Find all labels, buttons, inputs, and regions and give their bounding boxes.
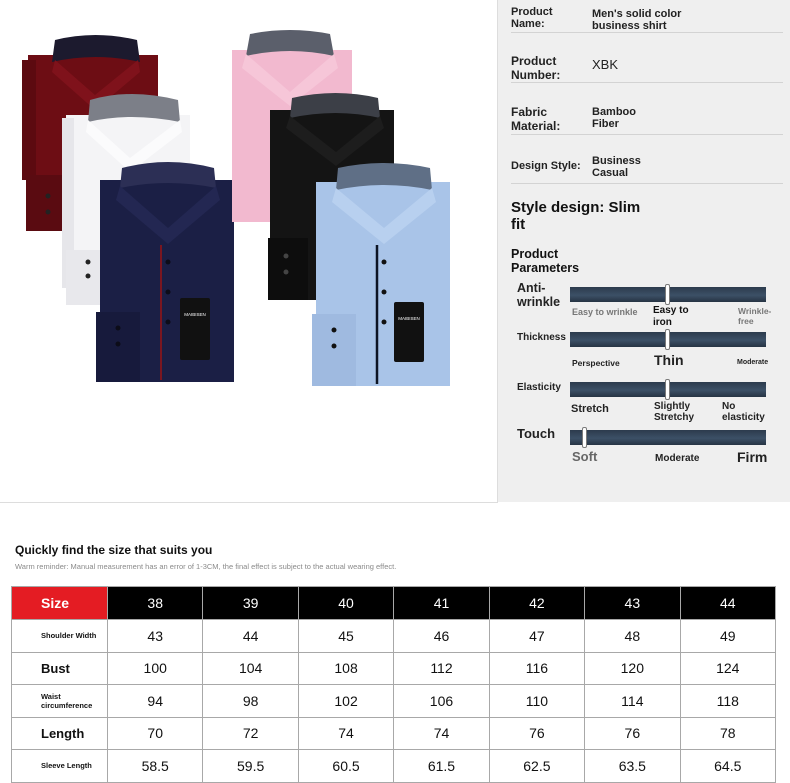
table-cell: 72 [203, 717, 298, 750]
size-col: 42 [489, 587, 584, 620]
parameters-title: Product Parameters [511, 247, 580, 275]
table-cell: 70 [108, 717, 203, 750]
table-cell: 60.5 [298, 750, 393, 783]
row-label: Bust [12, 652, 108, 685]
table-cell: 64.5 [680, 750, 775, 783]
table-cell: 44 [203, 620, 298, 653]
thickness-label: Thickness [517, 332, 566, 343]
table-cell: 118 [680, 685, 775, 718]
row-label: Shoulder Width [12, 620, 108, 653]
table-cell: 43 [108, 620, 203, 653]
size-col: 41 [394, 587, 489, 620]
elasticity-opt-3: No elasticity [722, 401, 765, 423]
product-name-value: Men's solid color business shirt [592, 8, 682, 32]
table-row [12, 750, 776, 783]
blue-shirt [312, 163, 450, 386]
product-name-row [511, 2, 783, 33]
touch-opt-1: Soft [572, 449, 598, 464]
fabric-value: Bamboo Fiber [592, 106, 636, 130]
table-row [12, 685, 776, 718]
product-number-row [511, 52, 783, 83]
size-col: 44 [680, 587, 775, 620]
table-cell: 120 [585, 652, 680, 685]
table-cell: 102 [298, 685, 393, 718]
anti-wrinkle-label: Anti-wrinkle [517, 281, 561, 309]
row-label: Length [12, 717, 108, 750]
elasticity-knob [665, 379, 670, 400]
table-cell: 112 [394, 652, 489, 685]
table-row [12, 652, 776, 685]
table-cell: 45 [298, 620, 393, 653]
thickness-opt-3: Moderate [737, 359, 769, 366]
table-cell: 76 [489, 717, 584, 750]
table-cell: 59.5 [203, 750, 298, 783]
design-label: Design Style: [511, 160, 581, 172]
table-cell: 74 [298, 717, 393, 750]
size-table [11, 586, 776, 783]
navy-shirt [96, 162, 234, 382]
anti-wrinkle-slider [570, 287, 766, 302]
touch-opt-3: Firm [737, 449, 768, 465]
row-label: Sleeve Length [12, 750, 108, 783]
thickness-opt-1: Perspective [572, 358, 620, 368]
anti-wrinkle-opt-2: Easy to iron [653, 305, 689, 328]
product-number-value: XBK [592, 57, 619, 72]
table-cell: 116 [489, 652, 584, 685]
touch-opt-2: Moderate [655, 453, 700, 464]
table-cell: 47 [489, 620, 584, 653]
table-row [12, 717, 776, 750]
fabric-label: Fabric Material: [511, 105, 561, 133]
style-design: Style design: Slim fit [511, 199, 641, 233]
touch-knob [582, 427, 587, 448]
size-chart-note: Warm reminder: Manual measurement has an error of 1-3CM, the final effect is subject to the actual wearing effect. [15, 562, 397, 571]
table-cell: 46 [394, 620, 489, 653]
table-cell: 63.5 [585, 750, 680, 783]
table-cell: 58.5 [108, 750, 203, 783]
table-cell: 114 [585, 685, 680, 718]
size-chart-title: Quickly find the size that suits you [15, 543, 213, 557]
table-row [12, 620, 776, 653]
touch-slider [570, 430, 766, 445]
table-cell: 49 [680, 620, 775, 653]
elasticity-slider [570, 382, 766, 397]
table-cell: 74 [394, 717, 489, 750]
thickness-slider [570, 332, 766, 347]
fabric-row [511, 104, 783, 135]
size-header-label: Size [12, 587, 108, 620]
table-cell: 78 [680, 717, 775, 750]
table-cell: 76 [585, 717, 680, 750]
table-cell: 100 [108, 652, 203, 685]
spec-panel [498, 0, 790, 502]
elasticity-opt-1: Stretch [571, 403, 609, 415]
product-photo [0, 0, 498, 503]
touch-label: Touch [517, 426, 556, 441]
table-cell: 94 [108, 685, 203, 718]
table-cell: 61.5 [394, 750, 489, 783]
table-cell: 106 [394, 685, 489, 718]
size-col: 39 [203, 587, 298, 620]
design-row [511, 155, 783, 184]
table-cell: 104 [203, 652, 298, 685]
table-cell: 48 [585, 620, 680, 653]
anti-wrinkle-knob [665, 284, 670, 305]
design-value: Business Casual [592, 155, 641, 179]
size-col: 38 [108, 587, 203, 620]
elasticity-opt-2: Slightly Stretchy [654, 401, 695, 423]
size-col: 40 [298, 587, 393, 620]
elasticity-label: Elasticity [517, 382, 561, 393]
tag-text: MAIBISEN [184, 312, 206, 317]
size-col: 43 [585, 587, 680, 620]
anti-wrinkle-opt-1: Easy to wrinkle [572, 307, 638, 317]
table-cell: 108 [298, 652, 393, 685]
row-label: Waist circumference [12, 685, 108, 718]
size-header-row [12, 587, 776, 620]
product-number-label: Product Number: [511, 54, 561, 82]
tag-text: MAIBISEN [398, 316, 420, 321]
table-cell: 110 [489, 685, 584, 718]
table-cell: 62.5 [489, 750, 584, 783]
shirts-illustration [0, 0, 497, 502]
thickness-opt-2: Thin [654, 352, 684, 368]
table-cell: 124 [680, 652, 775, 685]
product-name-label: Product Name: [511, 6, 553, 30]
anti-wrinkle-opt-3: Wrinkle-free [738, 306, 772, 326]
table-cell: 98 [203, 685, 298, 718]
thickness-knob [665, 329, 670, 350]
